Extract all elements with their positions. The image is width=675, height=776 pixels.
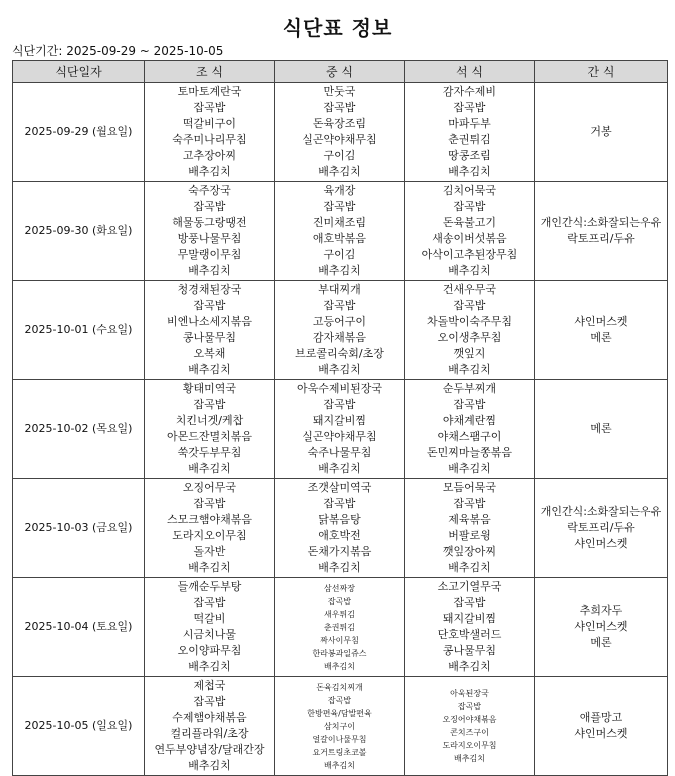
menu-item: 한라봉과일쥬스 (312, 648, 367, 658)
menu-item: 잡곡밥 (327, 695, 352, 705)
menu-item: 고추장아찌 (182, 149, 237, 162)
menu-item: 콩나물무침 (182, 331, 237, 344)
menu-item: 치킨너겟/케찹 (175, 414, 244, 427)
menu-item: 수제햄야채볶음 (172, 711, 247, 724)
meal-cell-dinner (405, 677, 535, 776)
meal-cell-dinner (405, 182, 535, 281)
header-snack: 간 식 (535, 61, 668, 83)
header-date: 식단일자 (13, 61, 145, 83)
meal-cell-lunch (275, 479, 405, 578)
menu-item: 배추김치 (448, 561, 491, 574)
header-dinner: 석 식 (405, 61, 535, 83)
menu-item: 실곤약야채무침 (302, 430, 377, 443)
menu-item: 거봉 (590, 125, 612, 138)
menu-item: 삼선짜장 (324, 583, 355, 593)
meal-cell-lunch (275, 380, 405, 479)
menu-item: 콩나물무침 (442, 644, 497, 657)
menu-item: 배추김치 (324, 661, 355, 671)
menu-item: 깻잎지 (453, 347, 486, 360)
menu-item: 콘치즈구이 (450, 728, 489, 737)
menu-item: 도라지오이무침 (442, 741, 497, 750)
menu-item: 배추김치 (448, 462, 491, 475)
menu-item: 떡갈비 (193, 612, 226, 625)
meal-date: 2025-10-05 (일요일) (13, 677, 145, 776)
menu-item: 컬리플라워/초장 (170, 727, 249, 740)
menu-item: 잡곡밥 (193, 695, 226, 708)
menu-item: 숙주미나리무침 (172, 133, 247, 146)
menu-item: 잡곡밥 (323, 101, 356, 114)
menu-item: 잡곡밥 (453, 398, 486, 411)
menu-item: 배추김치 (188, 264, 231, 277)
menu-item: 오복채 (193, 347, 226, 360)
menu-item: 요거트링초코볼 (312, 747, 367, 757)
meal-cell-snack (535, 83, 668, 182)
menu-item: 샤인머스켓 (574, 727, 628, 740)
menu-item: 메론 (590, 331, 612, 344)
menu-item: 잡곡밥 (323, 299, 356, 312)
menu-item: 모듬어묵국 (442, 481, 497, 494)
menu-item: 한방편육/담발편육 (307, 708, 372, 718)
menu-item: 배추김치 (188, 561, 231, 574)
menu-item: 락토프리/두유 (567, 521, 635, 534)
menu-item: 돼지갈비찜 (312, 414, 367, 427)
menu-item: 제첩국 (193, 679, 226, 692)
meal-date: 2025-10-03 (금요일) (13, 479, 145, 578)
meal-cell-dinner (405, 281, 535, 380)
meal-cell-lunch (275, 182, 405, 281)
menu-item: 배추김치 (318, 462, 361, 475)
table-row (13, 578, 668, 677)
menu-item: 잡곡밥 (323, 398, 356, 411)
menu-item: 구이김 (323, 248, 356, 261)
table-row (13, 83, 668, 182)
meal-cell-lunch (275, 281, 405, 380)
menu-item: 돈채가지볶음 (307, 545, 372, 558)
menu-item: 육개장 (323, 184, 356, 197)
menu-item: 잡곡밥 (453, 101, 486, 114)
menu-item: 배추김치 (318, 165, 361, 178)
menu-item: 단호박샐러드 (437, 628, 502, 641)
menu-item: 잡곡밥 (323, 497, 356, 510)
meal-cell-snack (535, 182, 668, 281)
menu-item: 메론 (590, 636, 612, 649)
menu-item: 들깨순두부탕 (177, 580, 242, 593)
menu-item: 오이양파무침 (177, 644, 242, 657)
table-row (13, 479, 668, 578)
menu-item: 애플망고 (579, 711, 623, 724)
menu-item: 차돌박이숙주무침 (426, 315, 512, 328)
menu-item: 메론 (590, 422, 612, 435)
meal-cell-breakfast (145, 182, 275, 281)
table-row (13, 677, 668, 776)
menu-item: 땅콩조림 (448, 149, 491, 162)
meal-date: 2025-09-29 (월요일) (13, 83, 145, 182)
menu-item: 쑥갓두부무침 (177, 446, 242, 459)
menu-item: 돈육김치찌개 (316, 682, 363, 692)
meal-cell-snack (535, 281, 668, 380)
menu-item: 감자채볶음 (312, 331, 367, 344)
menu-item: 오이생추무침 (437, 331, 502, 344)
menu-item: 만둣국 (323, 85, 356, 98)
menu-item: 야채스팸구이 (437, 430, 502, 443)
meal-date: 2025-09-30 (화요일) (13, 182, 145, 281)
table-row (13, 380, 668, 479)
menu-item: 배추김치 (448, 165, 491, 178)
menu-item: 아욱된장국 (450, 689, 489, 698)
meal-cell-lunch (275, 578, 405, 677)
menu-item: 잡곡밥 (327, 596, 352, 606)
meal-cell-lunch (275, 83, 405, 182)
menu-item: 잡곡밥 (193, 596, 226, 609)
menu-item: 배추김치 (448, 660, 491, 673)
meal-cell-snack (535, 479, 668, 578)
menu-item: 부대찌개 (318, 283, 361, 296)
menu-item: 샤인머스켓 (574, 315, 628, 328)
meal-cell-lunch (275, 677, 405, 776)
table-header-row (13, 61, 668, 83)
menu-item: 짜사이무침 (320, 635, 359, 645)
menu-item: 배추김치 (454, 754, 485, 763)
menu-item: 얼갈이나물무침 (312, 734, 367, 744)
menu-item: 진미채조림 (312, 216, 367, 229)
meal-cell-dinner (405, 479, 535, 578)
meal-cell-breakfast (145, 83, 275, 182)
meal-cell-dinner (405, 578, 535, 677)
header-lunch: 중 식 (275, 61, 405, 83)
menu-item: 시금치나물 (182, 628, 237, 641)
menu-item: 잡곡밥 (453, 497, 486, 510)
menu-item: 잡곡밥 (193, 398, 226, 411)
menu-item: 춘권튀김 (324, 622, 355, 632)
menu-item: 배추김치 (448, 264, 491, 277)
menu-item: 돈육장조림 (312, 117, 367, 130)
menu-item: 떡갈비구이 (182, 117, 237, 130)
menu-item: 토마토계란국 (177, 85, 242, 98)
table-row (13, 182, 668, 281)
menu-item: 잡곡밥 (193, 101, 226, 114)
menu-item: 잡곡밥 (193, 200, 226, 213)
menu-item: 실곤약야채무침 (302, 133, 377, 146)
menu-item: 락토프리/두유 (567, 232, 635, 245)
menu-item: 조갯살미역국 (307, 481, 372, 494)
menu-item: 개인간식:소화잘되는우유 (540, 505, 662, 518)
meal-cell-breakfast (145, 479, 275, 578)
table-row (13, 281, 668, 380)
menu-item: 추희자두 (579, 604, 623, 617)
menu-item: 애호박볶음 (312, 232, 367, 245)
meal-cell-breakfast (145, 380, 275, 479)
menu-item: 제육볶음 (448, 513, 491, 526)
meal-date: 2025-10-02 (목요일) (13, 380, 145, 479)
menu-item: 아욱수제비된장국 (296, 382, 382, 395)
meal-period: 식단기간: 2025-09-29 ~ 2025-10-05 (12, 44, 224, 58)
header-breakfast: 조 식 (145, 61, 275, 83)
menu-item: 닭볶음탕 (318, 513, 361, 526)
meal-cell-dinner (405, 380, 535, 479)
menu-item: 소고기열무국 (437, 580, 502, 593)
meal-cell-snack (535, 578, 668, 677)
menu-item: 야채계란찜 (442, 414, 497, 427)
menu-item: 고등어구이 (312, 315, 367, 328)
menu-item: 잡곡밥 (193, 497, 226, 510)
menu-item: 김치어묵국 (442, 184, 497, 197)
menu-item: 버팔로윙 (448, 529, 491, 542)
menu-item: 잡곡밥 (453, 299, 486, 312)
menu-item: 아몬드잔멸치볶음 (166, 430, 252, 443)
menu-item: 오징어무국 (182, 481, 237, 494)
meal-table (12, 60, 668, 776)
menu-item: 잡곡밥 (453, 200, 486, 213)
menu-item: 감자수제비 (442, 85, 497, 98)
menu-item: 새송이버섯볶음 (432, 232, 507, 245)
menu-item: 배추김치 (318, 264, 361, 277)
menu-item: 브로콜리숙회/초장 (295, 347, 384, 360)
menu-item: 삼치구이 (324, 721, 355, 731)
meal-cell-snack (535, 677, 668, 776)
menu-item: 배추김치 (318, 561, 361, 574)
menu-item: 도라지오이무침 (172, 529, 247, 542)
menu-item: 돈민찌마늘쫑볶음 (426, 446, 512, 459)
menu-item: 개인간식:소화잘되는우유 (540, 216, 662, 229)
menu-item: 순두부찌개 (442, 382, 497, 395)
menu-item: 배추김치 (188, 462, 231, 475)
menu-item: 애호박전 (318, 529, 361, 542)
menu-item: 비엔나소세지볶음 (166, 315, 252, 328)
menu-item: 연두부양념장/달래간장 (154, 743, 265, 756)
menu-item: 오징어야채볶음 (442, 715, 497, 724)
menu-item: 건새우무국 (442, 283, 497, 296)
menu-item: 돈육불고기 (442, 216, 497, 229)
menu-item: 춘권튀김 (448, 133, 491, 146)
meal-cell-breakfast (145, 281, 275, 380)
page-title: 식단표 정보 (282, 16, 393, 40)
menu-item: 마파두부 (448, 117, 491, 130)
menu-item: 배추김치 (188, 165, 231, 178)
menu-item: 깻잎장아찌 (442, 545, 497, 558)
menu-item: 방풍나물무침 (177, 232, 242, 245)
meal-cell-breakfast (145, 578, 275, 677)
menu-item: 배추김치 (188, 759, 231, 772)
menu-item: 돼지갈비찜 (442, 612, 497, 625)
menu-item: 새우튀김 (324, 609, 355, 619)
meal-cell-breakfast (145, 677, 275, 776)
menu-item: 황태미역국 (182, 382, 237, 395)
meal-table-body (13, 83, 668, 776)
menu-item: 배추김치 (188, 660, 231, 673)
menu-item: 구이김 (323, 149, 356, 162)
menu-item: 해물동그랑땡전 (172, 216, 247, 229)
menu-item: 배추김치 (324, 760, 355, 770)
menu-item: 아삭이고추된장무침 (421, 248, 518, 261)
menu-item: 배추김치 (448, 363, 491, 376)
menu-item: 샤인머스켓 (574, 537, 628, 550)
meal-date: 2025-10-04 (토요일) (13, 578, 145, 677)
menu-item: 잡곡밥 (453, 596, 486, 609)
menu-item: 샤인머스켓 (574, 620, 628, 633)
menu-item: 배추김치 (318, 363, 361, 376)
meal-cell-dinner (405, 83, 535, 182)
menu-item: 숙주장국 (188, 184, 231, 197)
menu-item: 스모크햄야채볶음 (166, 513, 252, 526)
meal-cell-snack (535, 380, 668, 479)
menu-item: 배추김치 (188, 363, 231, 376)
menu-item: 잡곡밥 (457, 702, 482, 711)
meal-date: 2025-10-01 (수요일) (13, 281, 145, 380)
menu-item: 숙주나물무침 (307, 446, 372, 459)
menu-item: 무말랭이무침 (177, 248, 242, 261)
menu-item: 돌자반 (193, 545, 226, 558)
menu-item: 잡곡밥 (193, 299, 226, 312)
menu-item: 청경채된장국 (177, 283, 242, 296)
menu-item: 잡곡밥 (323, 200, 356, 213)
